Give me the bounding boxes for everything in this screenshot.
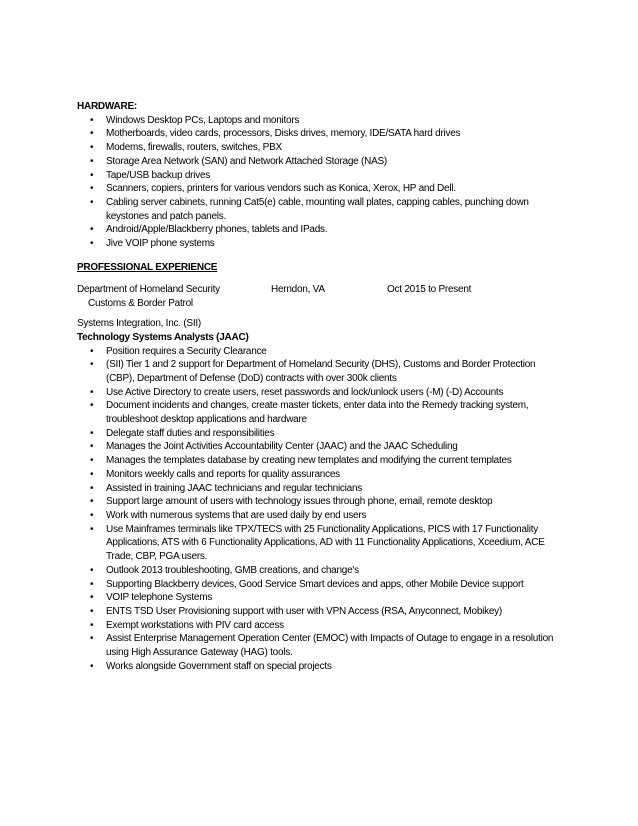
job-title: Technology Systems Analysts (JAAC)	[77, 331, 249, 343]
bullet-icon: •	[90, 155, 94, 167]
job-header-row	[77, 283, 565, 297]
bullet-icon: •	[90, 496, 94, 508]
bullet-icon: •	[90, 564, 94, 576]
list-item-text: Monitors weekly calls and reports for quality assurances	[106, 468, 340, 480]
list-item-text: Work with numerous systems that are used daily by end users	[106, 509, 367, 521]
bullet-icon: •	[90, 482, 94, 494]
list-item-text: Use Mainframes terminals like TPX/TECS with 25 Functionality Applications, PICS with 17 Functionality Applications, ATS with 6 Functionality Applications, AD with 11 Functionality Applications, Xceedium, ACE Trade, CBP, PGA users.	[106, 523, 545, 563]
bullet-icon: •	[90, 183, 94, 195]
bullet-icon: •	[90, 224, 94, 236]
bullet-icon: •	[90, 359, 94, 371]
list-item-text: Scanners, copiers, printers for various vendors such as Konica, Xerox, HP and Dell.	[106, 183, 456, 195]
list-item	[77, 127, 565, 141]
list-item-text: Modems, firewalls, routers, switches, PBX	[106, 142, 282, 154]
employer-name: Department of Homeland Security	[77, 284, 220, 296]
list-item	[77, 182, 565, 196]
list-item-text: Exempt workstations with PIV card access	[106, 619, 284, 631]
list-item-text: Manages the Joint Activities Accountability Center (JAAC) and the JAAC Scheduling	[106, 441, 458, 453]
division-name: Customs & Border Patrol	[88, 298, 193, 310]
list-item-text: Storage Area Network (SAN) and Network Attached Storage (NAS)	[106, 155, 387, 167]
company-name: Systems Integration, Inc. (SII)	[77, 318, 201, 330]
list-item-text: Delegate staff duties and responsibilities	[106, 427, 275, 439]
list-item	[77, 660, 565, 674]
list-item	[77, 427, 565, 441]
list-item	[77, 454, 565, 468]
list-item	[77, 509, 565, 523]
list-item-text: Manages the templates database by creating new templates and modifying the current templates	[106, 455, 512, 467]
list-item	[77, 523, 565, 564]
list-item-text: Works alongside Government staff on special projects	[106, 660, 332, 672]
job-dates: Oct 2015 to Present	[387, 284, 472, 296]
list-item-text: Outlook 2013 troubleshooting, GMB creations, and change's	[106, 564, 359, 576]
list-item	[77, 386, 565, 400]
list-item	[77, 578, 565, 592]
list-item-text: Support large amount of users with technology issues through phone, email, remote desktop	[106, 496, 493, 508]
bullet-icon: •	[90, 441, 94, 453]
list-item-text: Windows Desktop PCs, Laptops and monitors	[106, 114, 300, 126]
list-item	[77, 564, 565, 578]
list-item-text: Android/Apple/Blackberry phones, tablets and IPads.	[106, 224, 328, 236]
bullet-icon: •	[90, 196, 94, 208]
job-location: Herndon, VA	[271, 284, 325, 296]
bullet-icon: •	[90, 509, 94, 521]
list-item	[77, 468, 565, 482]
list-item-text: Supporting Blackberry devices, Good Service Smart devices and apps, other Mobile Device support	[106, 578, 524, 590]
list-item-text: ENTS TSD User Provisioning support with user with VPN Access (RSA, Anyconnect, Mobikey)	[106, 605, 502, 617]
list-item	[77, 237, 565, 251]
bullet-icon: •	[90, 633, 94, 645]
bullet-icon: •	[90, 592, 94, 604]
list-item	[77, 358, 565, 385]
bullet-icon: •	[90, 142, 94, 154]
list-item-text: Cabling server cabinets, running Cat5(e) cable, mounting wall plates, capping cables, punching down keystones and patch panels.	[106, 196, 529, 222]
bullet-icon: •	[90, 169, 94, 181]
list-item	[77, 591, 565, 605]
list-item-text: Assisted in training JAAC technicians and regular technicians	[106, 482, 363, 494]
list-item-text: (SII) Tier 1 and 2 support for Department of Homeland Security (DHS), Customs and Border Protection (CBP), Department of Defense (DoD) contracts with over 300k clients	[106, 359, 536, 384]
list-item-text: Position requires a Security Clearance	[106, 345, 267, 357]
bullet-icon: •	[90, 660, 94, 672]
list-item-text: Use Active Directory to create users, reset passwords and lock/unlock users (-M) (-D) Accounts	[106, 386, 504, 398]
hardware-heading: HARDWARE:	[77, 101, 137, 112]
duties-list	[77, 345, 565, 674]
bullet-icon: •	[90, 468, 94, 480]
list-item	[77, 345, 565, 359]
bullet-icon: •	[90, 427, 94, 439]
list-item	[77, 155, 565, 169]
list-item	[77, 632, 565, 659]
list-item-text: Document incidents and changes, create master tickets, enter data into the Remedy tracking system, troubleshoot desktop applications and hardware	[106, 400, 529, 426]
list-item-text: VOIP telephone Systems	[106, 592, 213, 604]
list-item-text: Jive VOIP phone systems	[106, 238, 215, 250]
list-item-text: Motherboards, video cards, processors, Disks drives, memory, IDE/SATA hard drives	[106, 128, 461, 140]
hardware-list	[77, 114, 565, 251]
bullet-icon: •	[90, 578, 94, 590]
bullet-icon: •	[90, 386, 94, 398]
list-item	[77, 169, 565, 183]
spacer	[77, 251, 565, 261]
bullet-icon: •	[90, 114, 94, 126]
list-item	[77, 440, 565, 454]
list-item-text: Assist Enterprise Management Operation Center (EMOC) with Impacts of Outage to engage in a resolution using High Assurance Gateway (HAG) tools.	[106, 633, 554, 659]
list-item-text: Tape/USB backup drives	[106, 169, 211, 181]
experience-heading: PROFESSIONAL EXPERIENCE	[77, 261, 218, 273]
list-item	[77, 605, 565, 619]
bullet-icon: •	[90, 238, 94, 250]
list-item	[77, 114, 565, 128]
list-item	[77, 495, 565, 509]
spacer	[77, 274, 565, 283]
list-item	[77, 619, 565, 633]
list-item	[77, 196, 565, 223]
list-item	[77, 141, 565, 155]
bullet-icon: •	[90, 345, 94, 357]
list-item	[77, 223, 565, 237]
bullet-icon: •	[90, 605, 94, 617]
resume-content	[77, 100, 565, 673]
list-item	[77, 482, 565, 496]
bullet-icon: •	[90, 523, 94, 535]
bullet-icon: •	[90, 400, 94, 412]
bullet-icon: •	[90, 619, 94, 631]
bullet-icon: •	[90, 128, 94, 140]
bullet-icon: •	[90, 455, 94, 467]
list-item	[77, 399, 565, 426]
